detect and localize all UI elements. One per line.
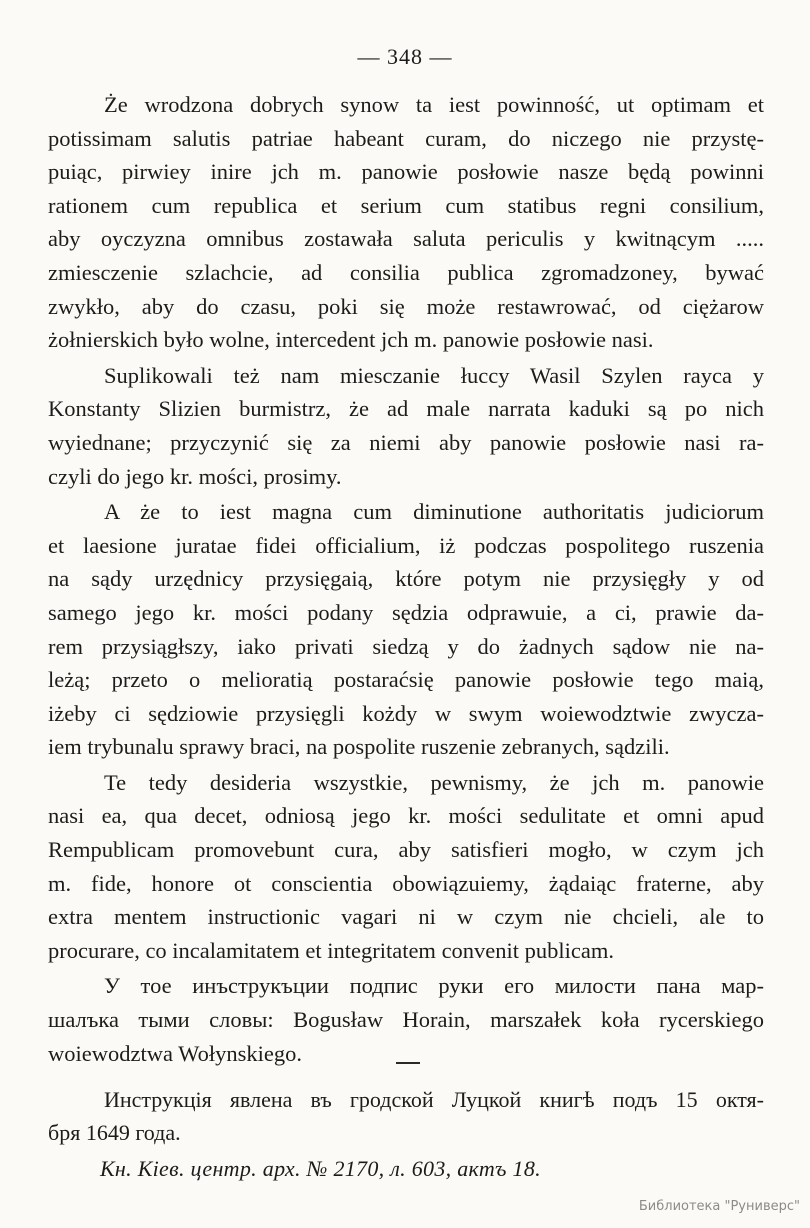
text-line: samego jego kr. mości podany sędzia odprawuie, a ci, prawie da-	[48, 599, 764, 625]
archive-reference: Кн. Кіев. центр. арх. № 2170, л. 603, актъ 18.	[100, 1156, 541, 1181]
text-line: wyiednane; przyczynić się za niemi aby panowie posłowie nasi ra-	[48, 429, 764, 455]
text-line: potissimam salutis patriae habeant curam, do niczego nie przystę-	[48, 125, 764, 151]
paragraph	[48, 969, 764, 1070]
text-line: aby oyczyzna omnibus zostawała saluta periculis y kwitnącym .....	[48, 226, 764, 252]
text-line: A że to iest magna cum diminutione authoritatis judiciorum	[104, 499, 764, 525]
paragraph	[48, 766, 764, 968]
text-line: puiąc, pirwiey inire jch m. panowie posłowie nasze będą powinni	[48, 159, 764, 185]
text-line: бря 1649 года.	[48, 1120, 181, 1145]
text-line: шалъка тыми словы: Bogusław Horain, marszałek koła rycerskiego	[48, 1007, 764, 1033]
text-line: m. fide, honore ot conscientia obowiązuiemy, żądaiąc fraterne, aby	[48, 870, 764, 896]
text-line: Инструкція явлена въ гродской Луцкой книгѣ подъ 15 октя-	[104, 1087, 764, 1112]
text-line: żołnierskich było wolne, intercedent jch m. panowie posłowie nasi.	[48, 327, 654, 353]
registration-note	[48, 1083, 764, 1149]
text-line: iżeby ci sędziowie przysięgli kożdy w swym woiewodztwie zwycza-	[48, 700, 764, 726]
paragraph	[48, 88, 764, 357]
page-number: — 348 —	[357, 44, 453, 69]
text-line: iem trybunalu sprawy braci, na pospolite ruszenie zebranych, sądzili.	[48, 734, 670, 760]
text-line: leżą; przeto o melioratią postaraćsię panowie posłowie tego maią,	[48, 667, 764, 693]
text-line: У тое инъструкъции подпис руки его милости пана мар-	[104, 973, 764, 999]
text-line: rationem cum republica et serium cum statibus regni consilium,	[48, 192, 764, 218]
text-line: extra mentem instructionic vagari ni w czym nie chcieli, ale to	[48, 904, 764, 930]
text-line: Że wrodzona dobrych synow ta iest powinność, ut optimam et	[104, 92, 764, 117]
text-line: zmiesczenie szlachcie, ad consilia publica zgromadzoney, bywać	[48, 259, 764, 285]
text-line: Rempublicam promovebunt cura, aby satisfieri mogło, w czym jch	[48, 837, 764, 863]
text-line: nasi ea, qua decet, odniosą jego kr. mości sedulitate et omni apud	[48, 803, 764, 829]
text-line: czyli do jego kr. mości, prosimy.	[48, 463, 342, 489]
text-line: woiewodztwa Wołynskiego.	[48, 1040, 302, 1066]
text-line: et laesione juratae fidei officialium, iż podczas pospolitego ruszenia	[48, 532, 764, 558]
main-text	[48, 88, 764, 1072]
text-line: zwykło, aby do czasu, poki się może restawrować, od ciężarow	[48, 293, 764, 319]
text-line: Te tedy desideria wszystkie, pewnismy, że jch m. panowie	[104, 769, 764, 795]
text-line: na sądy urzędnicy przysięgaią, które potym nie przysięgły y od	[48, 566, 764, 592]
section-divider	[396, 1062, 420, 1064]
text-line: Suplikowali też nam miesczanie łuccy Wasil Szylen rayca y	[104, 362, 764, 388]
paragraph	[48, 359, 764, 493]
text-line: rem przysiągłszy, iako privati siedzą y do żadnych sądow nie na-	[48, 633, 764, 659]
text-line: procurare, co incalamitatem et integritatem convenit publicam.	[48, 937, 615, 963]
text-line: Konstanty Slizien burmistrz, że ad male narrata kaduki są po nich	[48, 396, 764, 422]
library-watermark: Библиотека "Руниверс"	[638, 1199, 800, 1214]
paragraph	[48, 495, 764, 764]
